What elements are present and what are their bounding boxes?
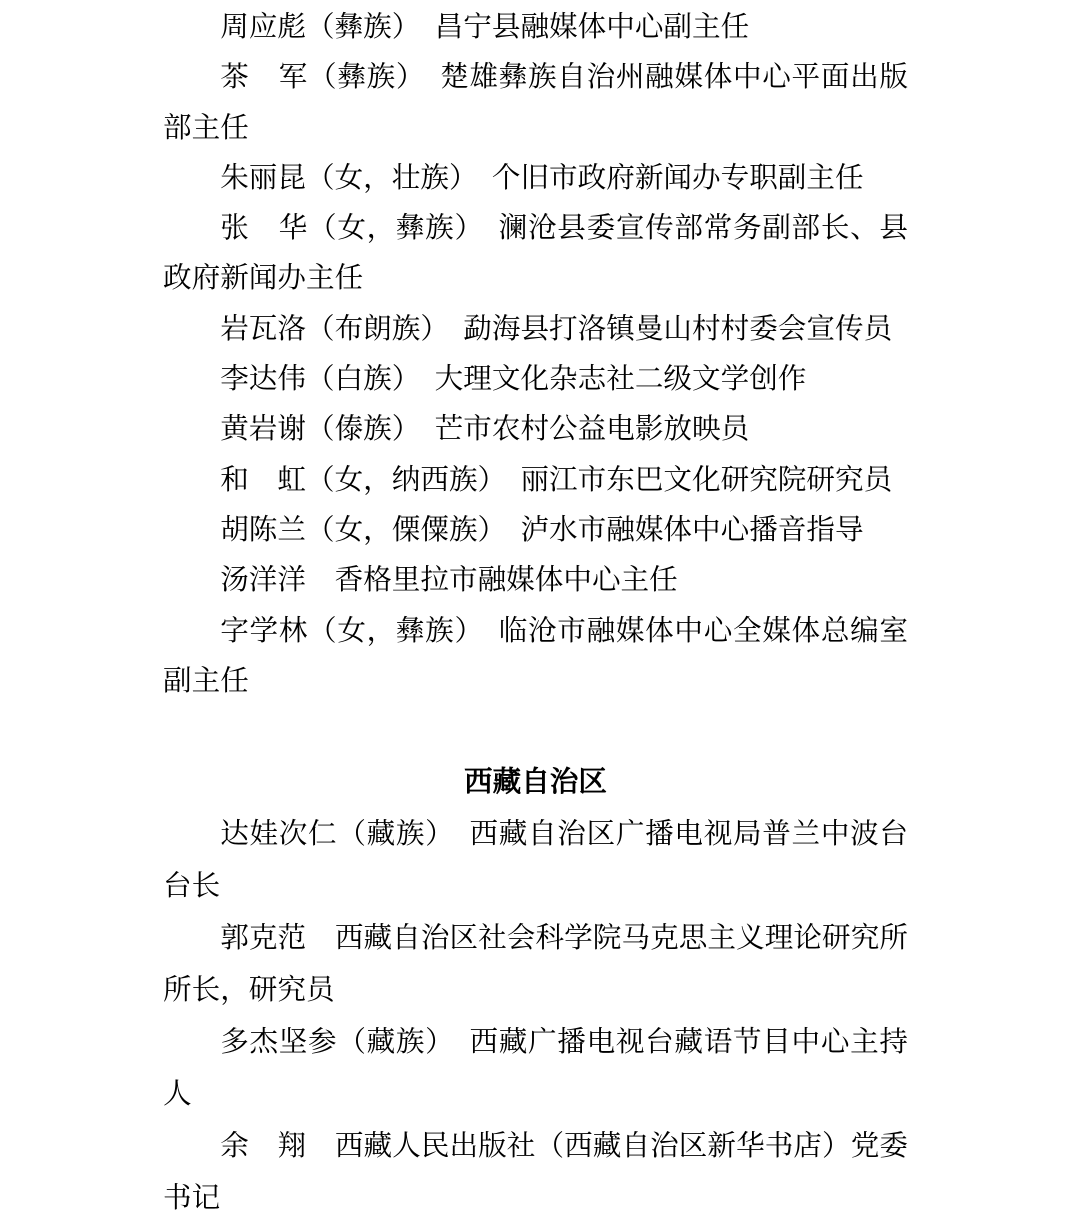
roster-entry	[163, 555, 908, 605]
person-title: 泸水市融媒体中心播音指导	[520, 513, 864, 546]
roster-entry	[163, 52, 908, 153]
person-title: 丽江市东巴文化研究院研究员	[520, 463, 893, 496]
person-name: 李达伟	[220, 363, 306, 396]
name-title-separator	[492, 464, 521, 496]
roster-entry	[163, 153, 908, 203]
name-title-separator	[469, 615, 498, 647]
person-name: 茶 军	[220, 61, 309, 94]
name-title-separator	[306, 564, 335, 596]
person-title: 勐海县打洛镇曼山村村委会宣传员	[463, 312, 893, 345]
person-name: 胡陈兰	[220, 513, 306, 546]
person-title: 楚雄彝族自治州融媒体中心平面出版部主任	[163, 61, 908, 144]
ethnic-note: （女，彝族）	[308, 212, 470, 245]
roster-section-tibet	[163, 756, 908, 1224]
ethnic-note: （彝族）	[308, 61, 411, 94]
roster-entry	[163, 606, 908, 707]
person-name: 黄岩谢	[220, 413, 306, 446]
person-name: 周应彪	[220, 11, 306, 43]
name-title-separator	[406, 363, 435, 395]
person-title: 西藏自治区社会科学院马克思主义理论研究所所长，研究员	[163, 922, 908, 1007]
ethnic-note: （布朗族）	[305, 312, 435, 345]
name-title-separator	[492, 514, 521, 546]
name-title-separator	[463, 162, 492, 194]
person-name: 和 虹	[220, 463, 306, 496]
roster-entry	[163, 1016, 908, 1120]
name-title-separator	[440, 818, 469, 850]
ethnic-note: （女，彝族）	[308, 614, 470, 647]
roster-section-yunnan	[163, 2, 908, 706]
person-title: 昌宁县融媒体中心副主任	[434, 11, 750, 43]
section-heading: 西藏自治区	[464, 766, 607, 799]
name-title-separator	[406, 413, 435, 445]
ethnic-note: （女，壮族）	[305, 161, 464, 194]
person-name: 郭克范	[220, 922, 307, 955]
name-title-separator	[411, 61, 440, 93]
person-name: 字学林	[220, 614, 309, 647]
ethnic-note: （傣族）	[305, 413, 407, 446]
roster-entry	[163, 2, 908, 52]
ethnic-note: （彝族）	[305, 11, 407, 43]
ethnic-note: （女，傈僳族）	[305, 513, 492, 546]
person-title: 澜沧县委宣传部常务副部长、县政府新闻办主任	[163, 212, 908, 295]
roster-entry	[163, 912, 908, 1016]
ethnic-note: （白族）	[305, 363, 407, 396]
roster-entry	[163, 808, 908, 912]
person-name: 朱丽昆	[220, 161, 306, 194]
person-title: 大理文化杂志社二级文学创作	[434, 363, 807, 396]
roster-entry	[163, 404, 908, 454]
person-title: 芒市农村公益电影放映员	[434, 413, 750, 446]
person-title: 西藏自治区广播电视局普兰中波台台长	[163, 818, 908, 903]
person-title: 西藏人民出版社（西藏自治区新华书店）党委书记	[163, 1130, 908, 1215]
roster-entry	[163, 354, 908, 404]
person-name: 达娃次仁	[220, 818, 338, 851]
roster-entry	[163, 304, 908, 354]
roster-entry	[163, 505, 908, 555]
name-title-separator	[306, 922, 335, 954]
name-title-separator	[406, 11, 435, 43]
ethnic-note: （藏族）	[337, 818, 441, 851]
name-title-separator	[440, 1026, 469, 1058]
person-title: 香格里拉市融媒体中心主任	[334, 564, 678, 597]
name-title-separator	[469, 212, 498, 244]
roster-entry	[163, 1120, 908, 1224]
ethnic-note: （藏族）	[337, 1026, 441, 1059]
person-name: 岩瓦洛	[220, 312, 306, 345]
person-name: 余 翔	[220, 1130, 307, 1163]
person-title: 临沧市融媒体中心全媒体总编室副主任	[163, 614, 908, 697]
roster-entry	[163, 203, 908, 304]
name-title-separator	[306, 1130, 335, 1162]
person-title: 西藏广播电视台藏语节目中心主持人	[163, 1026, 908, 1111]
person-name: 汤洋洋	[220, 564, 306, 597]
roster-entry	[163, 455, 908, 505]
document-page	[163, 0, 908, 1224]
person-name: 多杰坚参	[220, 1026, 338, 1059]
person-title: 个旧市政府新闻办专职副主任	[491, 161, 864, 194]
person-name: 张 华	[220, 212, 309, 245]
ethnic-note: （女，纳西族）	[305, 463, 492, 496]
name-title-separator	[435, 313, 464, 345]
